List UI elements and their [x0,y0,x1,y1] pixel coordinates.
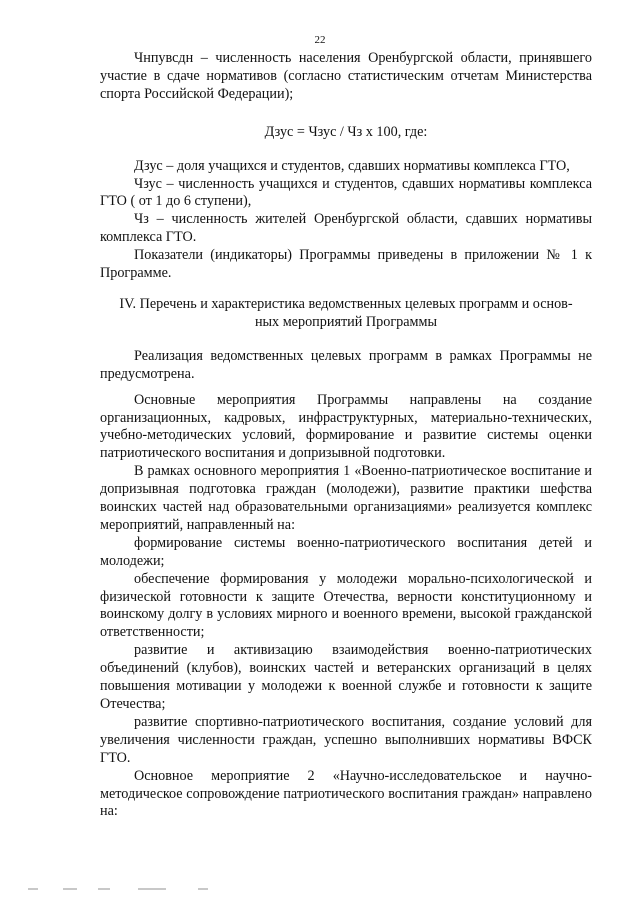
paragraph-dzus-definition: Дзус – доля учащихся и студентов, сдавших нормативы комплекса ГТО, [134,157,570,174]
paragraph-chzus-definition: Чзус – численность учащихся и студентов, сдавших нормативы комплекса ГТО ( от 1 до 6 ступени), [100,175,592,210]
formula: Дзус = Чзус / Чз х 100, где: [264,123,428,140]
section-heading-line1: IV. Перечень и характеристика ведомственных целевых программ и основ- [119,295,573,312]
list-item-cooperation: развитие и активизацию взаимодействия военно-патриотических объединений (клубов), воинских частей и ветеранских организаций в целях повышения мотивации у молодежи к военной службе и готовности к защите Отечества; [100,642,592,712]
document-body [100,50,592,821]
paragraph-population-definition: Чнпувсдн – численность населения Оренбургской области, принявшего участие в сдаче нормативов (согласно статистическим отчетам Министерства спорта Российской Федерации); [100,50,592,102]
scan-artifact-line [28,888,528,892]
paragraph-activity-2: Основное мероприятие 2 «Научно-исследовательское и научно-методическое сопровождение патриотического воспитания граждан» направлено на: [100,767,592,820]
section-heading [100,296,592,332]
list-item-sports-patriotic: развитие спортивно-патриотического воспитания, создание условий для увеличения численности граждан, успешно выполнивших нормативы ВФСК ГТО. [100,713,592,766]
page-number: 22 [314,34,326,46]
paragraph-main-activities: Основные мероприятия Программы направлены на создание организационных, кадровых, инфраструктурных, материально-технических, учебно-методических условий, формирование и развитие системы оценки патриотического воспитания и допризывной подготовки. [100,391,592,462]
paragraph-indicators: Показатели (индикаторы) Программы приведены в приложении № 1 к Программе. [100,247,592,282]
paragraph-activity-1: В рамках основного мероприятия 1 «Военно-патриотическое воспитание и допризывная подготовка граждан (молодежи), развитие практики шефства воинских частей над образовательными организациями» реализуется комплекс мероприятий, направленный на: [100,463,592,533]
paragraph-programs-not-planned: Реализация ведомственных целевых программ в рамках Программы не предусмотрена. [100,347,592,382]
list-item-system-formation: формирование системы военно-патриотического воспитания детей и молодежи; [100,534,592,569]
list-item-readiness: обеспечение формирования у молодежи морально-психологической и физической готовности к защите Отечества, верности конституционному и воинскому долгу в условиях мирного и военного времени, высокой гражданской ответственности; [100,570,592,641]
paragraph-chz-definition: Чз – численность жителей Оренбургской области, сдавших нормативы комплекса ГТО. [100,211,592,246]
section-heading-line2: ных мероприятий Программы [254,313,438,330]
